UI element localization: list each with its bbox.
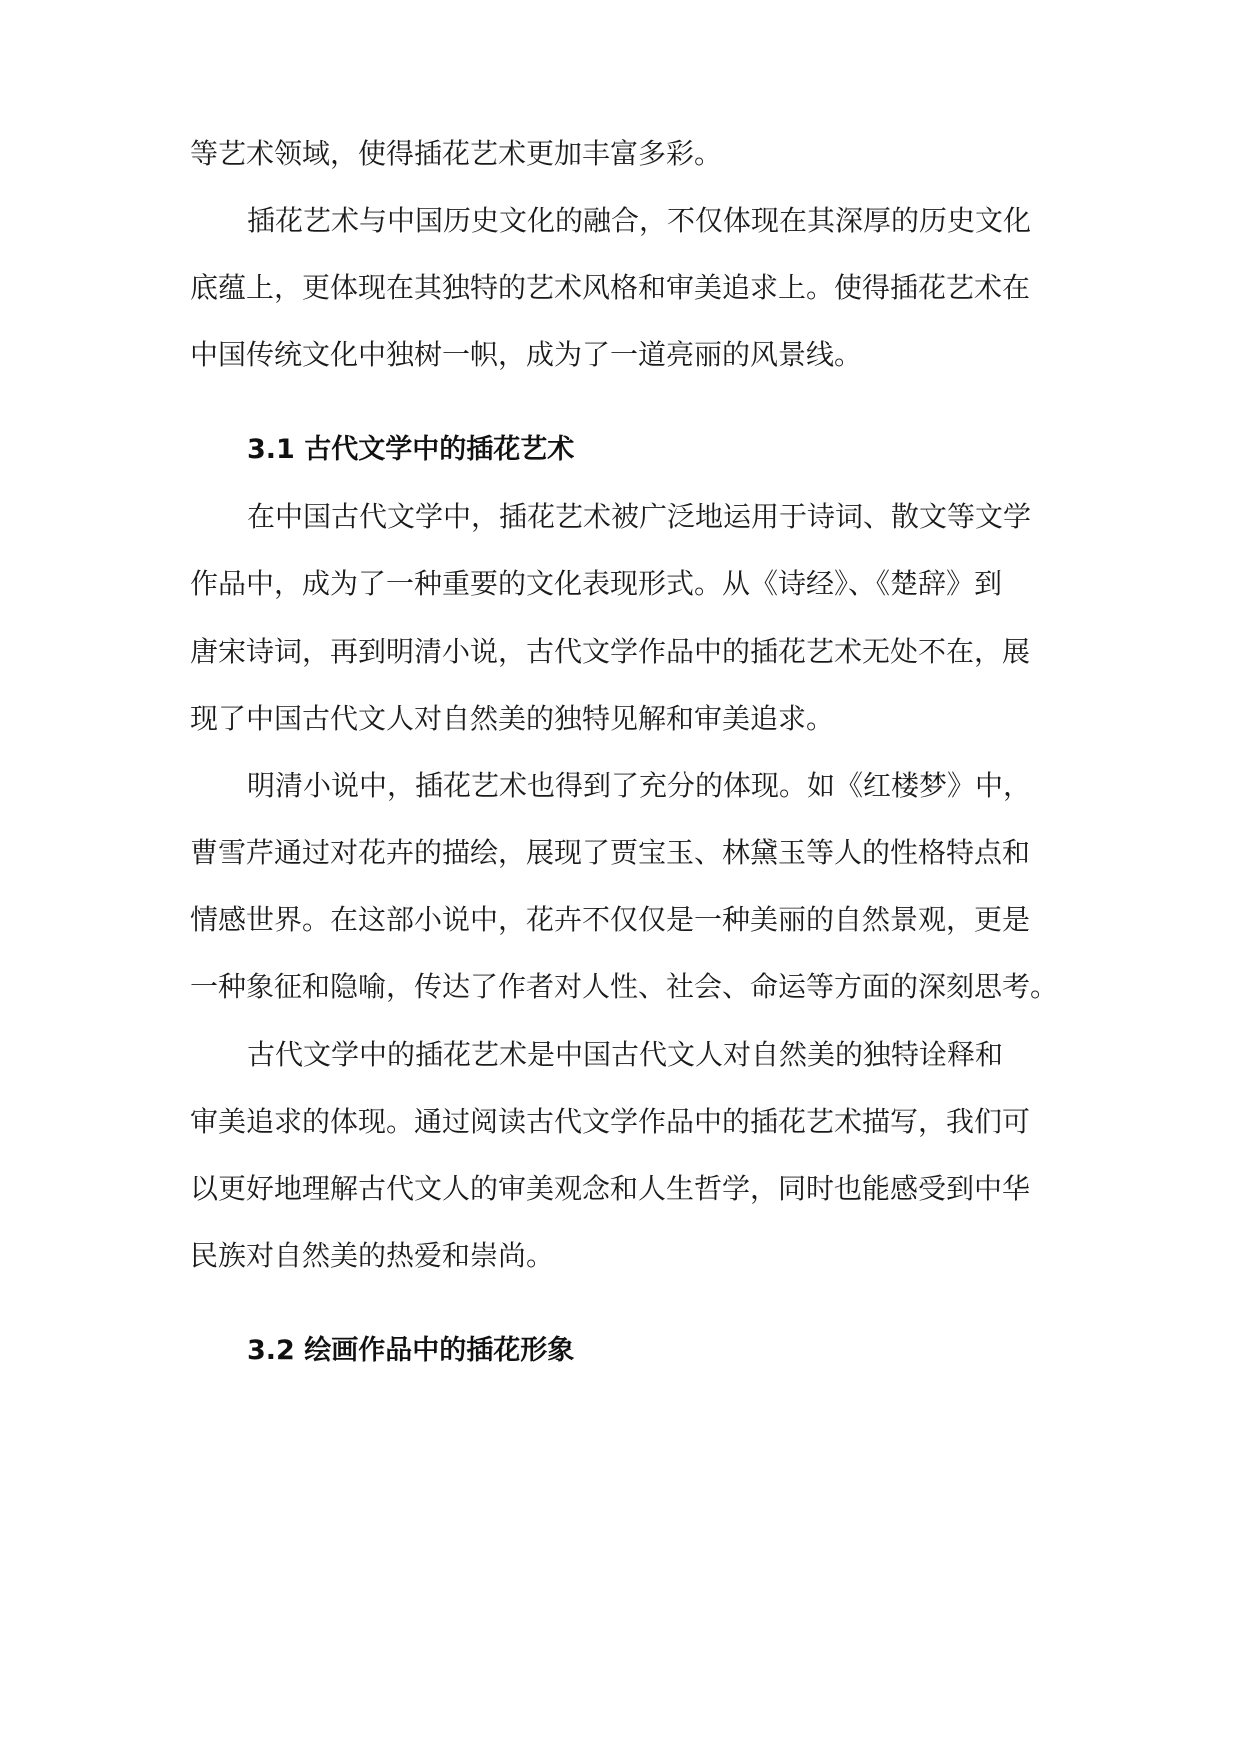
paragraph-line: 插花艺术与中国历史文化的融合，不仅体现在其深厚的历史文化 [247,204,1032,237]
paragraph-line: 明清小说中，插花艺术也得到了充分的体现。如《红楼梦》中， [247,769,1032,802]
paragraph-line: 现了中国古代文人对自然美的独特见解和审美追求。 [190,702,835,735]
paragraph-line: 作品中，成为了一种重要的文化表现形式。从《诗经》、《楚辞》到 [190,567,1003,600]
paragraph-line: 民族对自然美的热爱和崇尚。 [190,1239,555,1272]
paragraph-line: 底蕴上，更体现在其独特的艺术风格和审美追求上。使得插花艺术在 [190,271,1031,304]
paragraph-line: 等艺术领域，使得插花艺术更加丰富多彩。 [190,137,723,170]
paragraph-line: 审美追求的体现。通过阅读古代文学作品中的插花艺术描写，我们可 [190,1105,1031,1138]
paragraph-line: 中国传统文化中独树一帜，成为了一道亮丽的风景线。 [190,338,863,371]
paragraph-line: 以更好地理解古代文人的审美观念和人生哲学，同时也能感受到中华 [190,1172,1031,1205]
paragraph-line: 在中国古代文学中，插花艺术被广泛地运用于诗词、散文等文学 [247,500,1032,533]
section-heading-3-2: 3.2 绘画作品中的插花形象 [247,1335,575,1366]
paragraph-line: 唐宋诗词，再到明清小说，古代文学作品中的插花艺术无处不在，展 [190,635,1031,668]
paragraph-line: 一种象征和隐喻，传达了作者对人性、社会、命运等方面的深刻思考。 [190,970,1059,1003]
paragraph-line: 古代文学中的插花艺术是中国古代文人对自然美的独特诠释和 [247,1038,1004,1071]
paragraph-line: 情感世界。在这部小说中，花卉不仅仅是一种美丽的自然景观，更是 [190,903,1031,936]
paragraph-line: 曹雪芹通过对花卉的描绘，展现了贾宝玉、林黛玉等人的性格特点和 [190,836,1031,869]
section-heading-3-1: 3.1 古代文学中的插花艺术 [247,434,575,465]
